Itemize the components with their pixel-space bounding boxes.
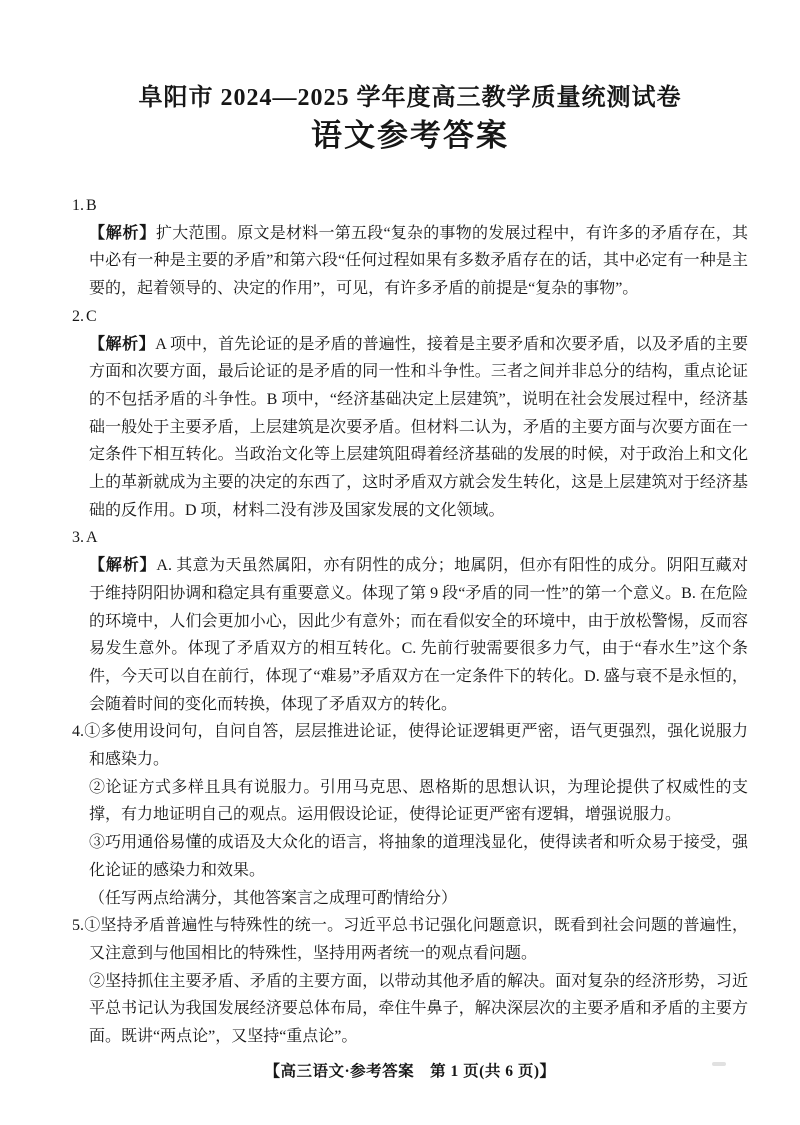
question-number: 4. [72,723,84,741]
answer-letter: B [86,197,97,214]
page-footer: 【高三语文·参考答案 第 1 页(共 6 页)】 [264,1062,556,1080]
answers-list [72,192,748,1051]
analysis-paragraph [72,220,748,303]
answer-item-4 [72,718,748,912]
analysis-text: 扩大范围。原文是材料一第五段“复杂的事物的发展过程中，有许多的矛盾存在，其中必有一种是主要的矛盾”和第六段“任何过程如果有多数矛盾存在的话，其中必定有一种是主要的，起着领导的、决定的作用”，可见，有许多矛盾的前提是“复杂的事物”。 [89,224,748,298]
question-number: 2. [72,307,84,325]
answer-point: ②论证方式多样且具有说服力。引用马克思、恩格斯的思想认识，为理论提供了权威性的支撑，有力地证明自己的观点。运用假设论证，使得论证更严密有逻辑，增强说服力。 [89,778,748,824]
answer-point: ③巧用通俗易懂的成语及大众化的语言，将抽象的道理浅显化，使得读者和听众易于接受，强化论证的感染力和效果。 [89,834,748,879]
question-number: 5. [72,917,84,935]
answer-item-2 [72,303,748,525]
analysis-text: A. 其意为天虽然属阳，亦有阴性的成分；地属阴，但亦有阳性的成分。阴阳互藏对于维持阴阳协调和稳定具有重要意义。体现了第 9 段“矛盾的同一性”的第一个意义。B. 在危险的环境中，人们会更加小心，因此少有意外；而在看似安全的环境中，由于放松警惕，反而容易发生意外。体现了矛盾双方的相互转化。C. 先前行驶需要很多力气，由于“春水生”这个条件，今天可以自在前行，体现了“难易”矛盾双方在一定条件下的转化。D. 盛与衰不是永恒的，会随着时间的变化而转换，体现了矛盾双方的转化。 [89,557,748,713]
answer-line [72,303,748,331]
answer-point-first [72,718,748,773]
analysis-paragraph [72,552,748,718]
scan-artifact [712,1062,726,1066]
answer-item-5 [72,912,748,1051]
page-header [72,82,748,156]
answer-item-3 [72,524,748,718]
analysis-label: 【解析】 [89,224,156,242]
answer-line [72,192,748,220]
grading-note: （任写两点给满分，其他答案言之成理可酌情给分） [89,889,458,907]
answer-letter: C [86,307,97,325]
analysis-label: 【解析】 [89,335,156,353]
analysis-label: 【解析】 [89,557,157,575]
answer-item-1 [72,192,748,303]
answer-letter: A [86,529,98,547]
page-title: 阜阳市 2024—2025 学年度高三教学质量统测试卷 [138,85,682,111]
answer-point: ①坚持矛盾普遍性与特殊性的统一。习近平总书记强化问题意识，既看到社会问题的普遍性，又注意到与他国相比的特殊性，坚持用两者统一的观点看问题。 [84,917,748,962]
analysis-text: A 项中，首先论证的是矛盾的普遍性，接着是主要矛盾和次要矛盾，以及矛盾的主要方面和次要方面，最后论证的是矛盾的同一性和斗争性。三者之间并非总分的结构，重点论证的不包括矛盾的斗争性。B 项中，“经济基础决定上层建筑”，说明在社会发展过程中，经济基础一般处于主要矛盾，上层建筑是次要矛盾。但材料二认为，矛盾的主要方面与次要方面在一定条件下相互转化。当政治文化等上层建筑阻碍着经济基础的发展的时候，对于政治上和文化上的革新就成为主要的决定的东西了，这时矛盾双方就会发生转化，这是上层建筑对于经济基础的反作用。D 项，材料二没有涉及国家发展的文化领域。 [89,335,748,519]
answer-point: ②坚持抓住主要矛盾、矛盾的主要方面，以带动其他矛盾的解决。面对复杂的经济形势，习近平总书记认为我国发展经济要总体布局，牵住牛鼻子，解决深层次的主要矛盾和矛盾的主要方面。既讲“两点论”，又坚持“重点论”。 [89,972,748,1046]
page-subtitle: 语文参考答案 [311,118,509,153]
answer-point: ①多使用设问句，自问自答，层层推进论证，使得论证逻辑更严密，语气更强烈，强化说服力和感染力。 [84,723,748,769]
question-number: 3. [72,529,84,547]
answer-point-first [72,912,748,967]
analysis-paragraph [72,331,748,525]
question-number: 1. [72,197,84,214]
answer-line [72,524,748,552]
